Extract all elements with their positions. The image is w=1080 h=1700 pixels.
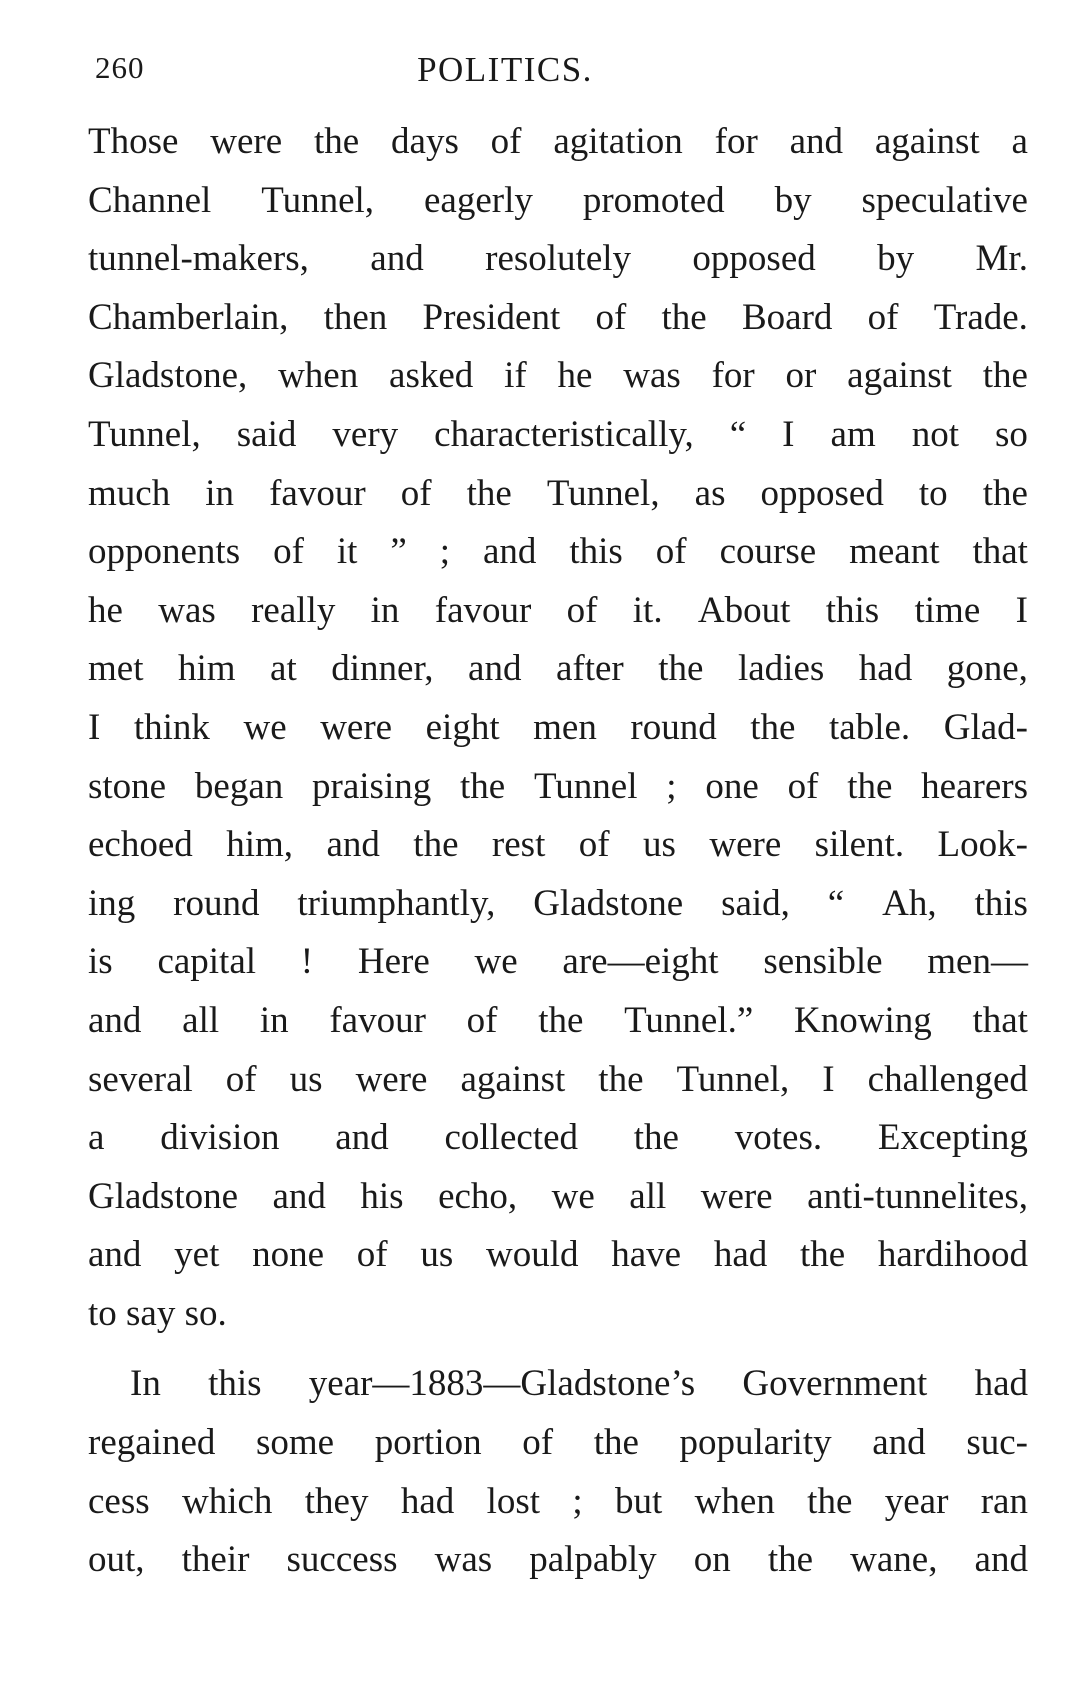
word: when: [278, 355, 359, 397]
paragraph-2: [88, 1355, 1028, 1589]
word: and: [370, 238, 424, 280]
word: suc-: [966, 1422, 1028, 1464]
word: of: [578, 824, 610, 866]
word: ladies: [737, 648, 825, 690]
word: the: [799, 1234, 846, 1276]
text-line: to say so.: [88, 1292, 227, 1334]
word: challenged: [867, 1058, 1028, 1100]
word: days: [391, 121, 459, 162]
word: Knowing: [794, 999, 932, 1041]
word: after: [555, 648, 624, 690]
text-line: [88, 875, 1028, 934]
text-line: [88, 758, 1028, 817]
text-line: [88, 1226, 1028, 1285]
word: were: [355, 1058, 428, 1100]
text-line: [88, 289, 1028, 348]
word: echo,: [438, 1175, 518, 1217]
word: the: [661, 296, 707, 338]
word: but: [615, 1480, 663, 1522]
word: year: [884, 1480, 949, 1522]
word: Tunnel,: [88, 413, 201, 455]
word: the: [658, 648, 704, 690]
word: out,: [88, 1539, 145, 1581]
word: and: [872, 1422, 926, 1464]
word: and: [88, 1234, 142, 1276]
text-line: [88, 1414, 1028, 1473]
word: so: [995, 413, 1028, 455]
word: a: [88, 1117, 105, 1159]
word: capital: [157, 941, 257, 983]
word: Glad-: [943, 706, 1028, 748]
word: I: [1015, 589, 1028, 631]
word: Gladstone: [533, 882, 684, 924]
word: was: [434, 1539, 493, 1581]
word: ing: [88, 882, 136, 924]
word: collected: [444, 1117, 578, 1159]
text-line: [88, 816, 1028, 875]
page-header: [95, 50, 1025, 100]
word: and: [88, 999, 142, 1041]
word: of: [867, 296, 899, 338]
word: dinner,: [331, 648, 434, 690]
word: Board: [741, 296, 833, 338]
word: am: [830, 413, 876, 455]
word: the: [313, 121, 360, 162]
word: us: [420, 1234, 454, 1276]
word: for: [711, 355, 755, 397]
text-line: [88, 230, 1028, 289]
word: President: [422, 296, 561, 338]
word: in: [370, 589, 400, 631]
word: were: [700, 1175, 773, 1217]
text-line: [88, 992, 1028, 1051]
word: regained: [88, 1422, 216, 1464]
word: and: [326, 824, 380, 866]
word: by: [774, 179, 812, 221]
word: in: [259, 999, 289, 1041]
word: of: [225, 1058, 257, 1100]
word: of: [787, 765, 819, 807]
word: echoed: [88, 824, 193, 866]
word: against: [847, 355, 952, 397]
word: rest: [491, 824, 546, 866]
word: on: [693, 1539, 731, 1581]
word: I: [822, 1058, 835, 1100]
word: he: [557, 355, 593, 397]
word: Mr.: [975, 238, 1028, 280]
word: him: [177, 648, 236, 690]
text-line: [88, 1355, 1028, 1414]
word: Gladstone,: [88, 355, 248, 397]
word: a: [1011, 121, 1028, 162]
word: all: [629, 1175, 667, 1217]
word: said,: [721, 882, 790, 924]
word: I: [782, 413, 795, 455]
word: I: [88, 706, 101, 748]
word: of: [595, 296, 627, 338]
text-line: [88, 172, 1028, 231]
word: Tunnel,: [676, 1058, 790, 1100]
word: their: [181, 1539, 250, 1581]
word: had: [400, 1480, 455, 1522]
word: and: [468, 648, 522, 690]
word: all: [182, 999, 220, 1041]
word: against: [460, 1058, 566, 1100]
word: ;: [439, 531, 451, 573]
word: votes.: [734, 1117, 823, 1159]
word: to: [918, 472, 948, 514]
word: round: [173, 882, 260, 924]
text-line: [88, 1531, 1028, 1590]
word: and: [272, 1175, 326, 1217]
word: the: [807, 1480, 853, 1522]
word: In: [130, 1363, 161, 1405]
word: yet: [174, 1234, 220, 1276]
word: Chamberlain,: [88, 296, 289, 338]
word: his: [360, 1175, 404, 1217]
word: had: [974, 1363, 1028, 1405]
word: this: [825, 589, 880, 631]
word: “: [827, 882, 845, 924]
word: much: [88, 472, 171, 514]
word: the: [466, 472, 512, 514]
word: very: [332, 413, 399, 455]
word: the: [538, 999, 584, 1041]
body-text: [88, 113, 1028, 1590]
word: table.: [829, 706, 911, 748]
word: were: [709, 824, 782, 866]
word: the: [982, 355, 1028, 397]
word: Those: [88, 121, 179, 162]
word: against: [874, 121, 980, 162]
word: agitation: [553, 121, 683, 162]
word: resolutely: [485, 238, 632, 280]
word: the: [847, 765, 893, 807]
word: and: [974, 1539, 1028, 1581]
word: of: [566, 589, 598, 631]
word: and: [335, 1117, 389, 1159]
word: which: [182, 1480, 273, 1522]
word: division: [160, 1117, 280, 1159]
word: of: [466, 999, 498, 1041]
word: we: [243, 706, 287, 748]
word: of: [273, 531, 304, 573]
word: of: [400, 472, 432, 514]
word: course: [719, 531, 817, 573]
word: opposed: [760, 472, 884, 514]
word: popularity: [679, 1422, 832, 1464]
word: Excepting: [877, 1117, 1028, 1159]
word: meant: [849, 531, 940, 573]
word: opponents: [88, 531, 241, 573]
word: one: [705, 765, 759, 807]
word: eight: [425, 706, 500, 748]
word: really: [251, 589, 336, 631]
word: would: [485, 1234, 579, 1276]
text-line: [88, 1168, 1028, 1227]
word: are—eight: [562, 941, 719, 983]
word: Tunnel.”: [624, 999, 754, 1041]
word: favour: [434, 589, 532, 631]
word: Ah,: [882, 882, 937, 924]
word: at: [270, 648, 297, 690]
word: ;: [666, 765, 677, 807]
word: round: [630, 706, 717, 748]
word: asked: [389, 355, 474, 397]
text-line: [88, 113, 1028, 172]
word: him,: [226, 824, 294, 866]
word: had: [858, 648, 913, 690]
word: About: [697, 589, 791, 631]
word: they: [304, 1480, 369, 1522]
word: the: [633, 1117, 679, 1159]
word: the: [593, 1422, 639, 1464]
word: Channel: [88, 179, 212, 221]
text-line: [88, 933, 1028, 992]
word: several: [88, 1058, 193, 1100]
word: the: [982, 472, 1028, 514]
word: he: [88, 589, 123, 631]
word: Look-: [937, 824, 1028, 866]
word: when: [694, 1480, 775, 1522]
word: ;: [572, 1480, 583, 1522]
word: men—: [927, 941, 1028, 983]
word: this: [569, 531, 623, 573]
word: in: [205, 472, 235, 514]
word: time: [914, 589, 981, 631]
word: none: [252, 1234, 325, 1276]
word: and: [789, 121, 844, 162]
text-line: [88, 699, 1028, 758]
word: !: [300, 941, 314, 983]
word: the: [750, 706, 796, 748]
word: opposed: [692, 238, 816, 280]
word: the: [598, 1058, 644, 1100]
word: as: [694, 472, 726, 514]
word: year—1883—Gladstone’s: [308, 1363, 696, 1405]
word: this: [208, 1363, 262, 1405]
word: we: [551, 1175, 595, 1217]
word: for: [714, 121, 758, 162]
text-line: [88, 465, 1028, 524]
word: that: [972, 999, 1028, 1041]
paragraph-1: [88, 113, 1028, 1343]
word: sensible: [763, 941, 883, 983]
word: is: [88, 941, 113, 983]
text-line: [88, 640, 1028, 699]
word: and: [482, 531, 537, 573]
word: of: [522, 1422, 554, 1464]
word: ran: [980, 1480, 1028, 1522]
word: success: [286, 1539, 398, 1581]
word: was: [623, 355, 681, 397]
word: portion: [374, 1422, 482, 1464]
text-line: [88, 347, 1028, 406]
word: of: [356, 1234, 388, 1276]
word: promoted: [582, 179, 725, 221]
word: by: [877, 238, 915, 280]
word: met: [88, 648, 144, 690]
word: if: [504, 355, 527, 397]
word: the: [413, 824, 459, 866]
word: were: [210, 121, 283, 162]
word: this: [974, 882, 1028, 924]
word: gone,: [946, 648, 1028, 690]
word: of: [490, 121, 522, 162]
word: hearers: [921, 765, 1028, 807]
word: began: [194, 765, 284, 807]
word: characteristically,: [434, 413, 694, 455]
word: Tunnel,: [546, 472, 660, 514]
word: favour: [269, 472, 366, 514]
text-line: [88, 1109, 1028, 1168]
word: some: [256, 1422, 335, 1464]
word: hardihood: [877, 1234, 1028, 1276]
text-line: [88, 523, 1028, 582]
word: the: [460, 765, 506, 807]
text-line: [88, 406, 1028, 465]
word: it.: [632, 589, 663, 631]
word: Gladstone: [88, 1175, 239, 1217]
word: it: [336, 531, 358, 573]
word: that: [972, 531, 1028, 573]
word: speculative: [861, 179, 1028, 221]
word: Trade.: [933, 296, 1028, 338]
text-line: [88, 1051, 1028, 1110]
word: ”: [390, 531, 407, 573]
word: us: [643, 824, 676, 866]
word: the: [767, 1539, 814, 1581]
page-number: 260: [95, 50, 145, 85]
word: Here: [357, 941, 430, 983]
word: “: [729, 413, 747, 455]
word: silent.: [814, 824, 905, 866]
word: was: [158, 589, 216, 631]
word: or: [785, 355, 817, 397]
word: us: [289, 1058, 323, 1100]
word: we: [474, 941, 518, 983]
word: wane,: [850, 1539, 938, 1581]
word: Government: [742, 1363, 928, 1405]
word: triumphantly,: [297, 882, 496, 924]
running-title: POLITICS.: [417, 50, 593, 89]
word: Tunnel,: [261, 179, 375, 221]
text-line: [88, 582, 1028, 641]
word: were: [320, 706, 393, 748]
word: have: [611, 1234, 682, 1276]
word: stone: [88, 765, 167, 807]
word: anti-tunnelites,: [807, 1175, 1028, 1217]
word: praising: [312, 765, 432, 807]
word: not: [911, 413, 960, 455]
word: of: [655, 531, 687, 573]
word: think: [133, 706, 210, 748]
word: then: [323, 296, 388, 338]
word: had: [713, 1234, 768, 1276]
word: palpably: [529, 1539, 657, 1581]
word: tunnel-makers,: [88, 238, 309, 280]
word: said: [236, 413, 297, 455]
word: cess: [88, 1480, 150, 1522]
word: favour: [329, 999, 426, 1041]
word: lost: [486, 1480, 541, 1522]
word: eagerly: [423, 179, 533, 221]
word: Tunnel: [534, 765, 638, 807]
word: men: [533, 706, 597, 748]
text-line: [88, 1473, 1028, 1532]
